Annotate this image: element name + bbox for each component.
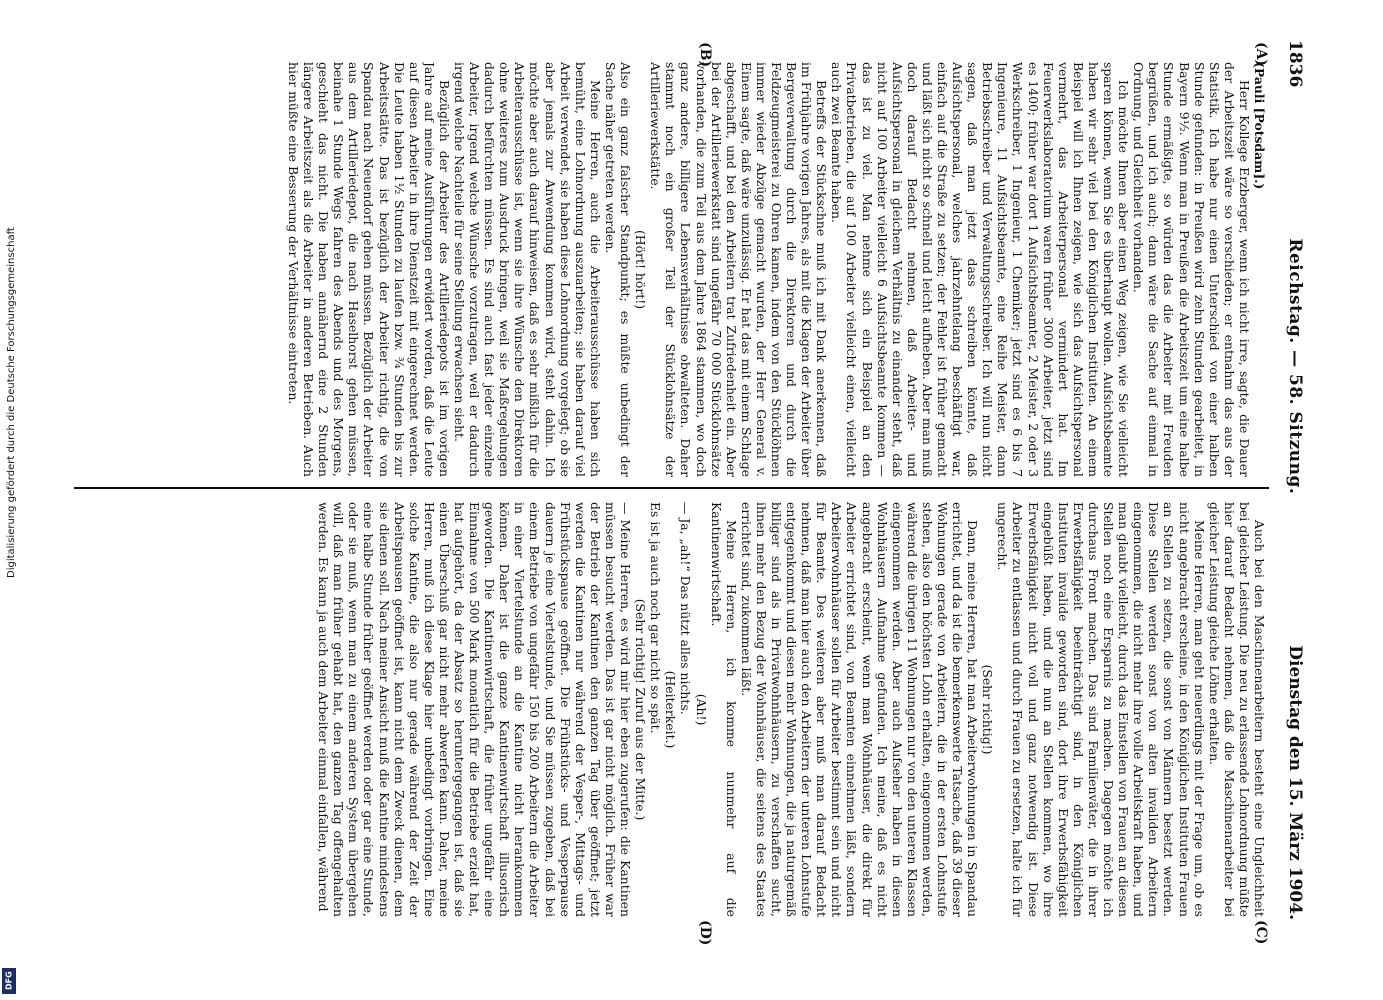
paragraph: — Meine Herren, es wird mir hier eben zugerufen: die Kantinen müssen besucht werden. Das ist gar nicht möglich. Früher war der Betrieb der Kantinen den ganzen Tag über geöffnet; jetzt werden die Kantinen nur während der Vesper-, Mittags- und Frühstückspause geöffnet. Die Frühstücks- und Vesperpause dauern je eine Viertelstunde, und Sie müssen zugeben, daß bei einem Betriebe von ungefähr 150 bis 200 Arbeitern die Arbeiter in einer Viertelstunde an die Kantine nicht herankommen können. Daher ist die ganze Kantinenwirtschaft illusorisch geworden. Die Kantinenwirtschaft, die früher ungefähr eine Einnahme von 500 Mark monatlich für die Betriebe erzielt hat, hat aufgehört, da der Absatz so heruntergegangen ist, daß sie einen Überschuß gar nicht mehr abwerfen kann. Daher, meine Herren, muß ich diese Klage hier unbedingt vorbringen. Eine solche Kantine, die also nur gerade während der Zeit der Arbeitspausen geöffnet ist, kann nicht dem Zweck dienen, dem sie dienen soll. Nach meiner Ansicht muß die Kantine mindestens eine halbe Stunde früher geöffnet werden oder gar eine Stunde, oder sie muß, wenn man zu einem anderen System übergehen will, daß man früher gehabt hat, den ganzen Tag offengehalten werden. Es kann ja auch dem Arbeiter einmal einfallen, während [316,502,634,917]
paragraph: Meine Herren, ich komme nunmehr auf die Kantinenwirtschaft. [708,502,739,917]
paragraph: Betreffs der Stückschne muß ich mit Dank anerkennen, daß im Frühjahre vorigen Jahres, als mit die Klagen der Arbeiter über Bergeverwaltung durch die Direktoren und durch die Feldzeugmeisterei zu Ohren kamen, indem von den Stücklöhnen immer wieder Abzüge gemacht wurden, der Herr General v. Einem sagte, daß wäre unzulässig. Er hat das mit einem Schlage abgeschafft, und bei den Arbeitern trat Zufriedenheit ein. Aber bei der Artilleriewerkstatt sind ungefähr 70 000 Stücklohnsätze vorhanden, die zum Teil aus dem Jahre 1864 stammen, wo doch ganz andere, billigere Lebensverhältnisse obwalteten. Daher stammt noch ein großer Teil der Stücklohnsätze der Artilleriewerkstätte. [648,62,830,477]
interjection: (Sehr richtig! Zuruf aus der Mitte.) [633,598,649,821]
paragraph: Ich möchte Ihnen aber einen Weg zeigen, wie Sie vielleicht sparen können, wenn Sie es überhaupt wollen. Aufsichtsbeamte haben wir sehr viel bei den Königlichen Instituten. An einem Beispiel will ich Ihnen zeigen, wie sich das Aufsichtspersonal vermehrt, das Arbeiterpersonal vermindert hat. Im Feuerwerkslaboratorium waren früher 3000 Arbeiter, jetzt sind es 1400; früher war dort 1 Aufsichtsbeamter, 2 Meister, 2 oder 3 Werkschreiber, 1 Ingenieur, 1 Chemiker; jetzt sind es 6 bis 7 Ingenieure, 11 Aufsichtsbeamte, eine Reihe Meister, dann Betriebsschreiber und Verwaltungsschreiber. Ich will nun nicht sagen, daß man jetzt dass schreiben könnte, daß Aufsichtspersonal, welches jahrzehntelang beschäftigt war, einfach auf die Straße zu setzen; der Fehler ist früher gemacht und läßt sich nicht so schnell und leicht aufheben. Aber man muß doch darauf Bedacht nehmen, daß Arbeiter- und Aufsichtspersonal in gleichem Verhältnis zu einander steht, daß nicht auf 100 Arbeiter vielleicht 6 Aufsichtsbeamte kommen — das ist zu viel. Man nehme sich ein Beispiel an den Privatbetrieben, die auf 100 Arbeiter vielleicht einen, vielleicht auch zwei Beamte haben. [829,62,1132,477]
paragraph: Herr Kollege Erzberger, wenn ich nicht irre, sagte, die Dauer der Arbeitszeit wäre so verschieden; er entnahm das aus der Statistik. Ich habe nur einen Unterschied von einer halben Stunde gefunden: in Preußen wird zehn Stunden gearbeitet, in Bayern 9½. Wenn man in Preußen die Arbeitszeit um eine halbe Stunde ermäßigte, so würden das die Arbeiter mit Freuden begrüßen, und ich auch; dann wäre die Sache auf einmal in Ordnung, und Gleichheit vorhanden. [1131,62,1252,477]
paragraph: Also ein ganz falscher Standpunkt; es müßte unbedingt der Sache näher getreten werden. [602,62,634,477]
paragraph: Bezüglich der Arbeiter des Artilleriedepots ist im vorigen Jahre auf meine Ausführungen erwidert worden, daß die Leute auf diesen Arbeiter in ihre Dienstzeit mit eingerechnet werden. Die Leute haben 1½ Stunden zu laufen bzw. ¾ Stunden bis zur Arbeitsstätte. Das ist bezüglich der Arbeiter richtig, die von Spandau nach Neuendorf gehen müssen. Bezüglich der Arbeiter aus dem Artilleriedepot, die nach Haselhorst gehen müssen, beinahe 1 Stunde Wegs fahren des Abends und des Morgens, geschieht das nicht. Die haben annähernd eine 2 Stunden längere Arbeitszeit als die Arbeiter in anderen Betrieben. Auch hier müßte eine Besserung der Verhältnisse eintreten. [286,62,452,477]
digitization-note: Digitalisierung gefördert durch die Deutsche Forschungsgemeinschaft [6,227,17,578]
margin-marker-b: (B) [697,42,713,68]
dfg-logo-text: DFG [4,971,14,991]
margin-marker-d: (D) [697,920,713,946]
paragraph: Meine Herren, man geht neuerdings mit der Frage um, ob es nicht angebracht erscheine, in den Königlichen Instituten Frauen an Stellen zu setzen, die sonst von Männern besetzt werden. Diese Stellen werden sonst von alten invaliden Arbeitern eingenommen, die nicht mehr ihre volle Arbeitskraft haben, und man glaubt vielleicht, durch das Einstellen von Frauen an diesen Stellen noch eine Ersparnis zu machen. Dagegen möchte ich durchaus Front machen. Das sind Familienväter, die in ihrer Erwerbsfähigkeit beeinträchtigt sind, in den Königlichen Instituten invalide geworden sind, dort ihre Erwerbsfähigkeit eingebüßt haben, und die nun an Stellen kommen, wo ihre Erwerbsfähigkeit nicht voll und ganz notwendig ist. Diese Arbeiter zu entlassen und durch Frauen zu ersetzen, halte ich für ungerecht. [995,502,1207,917]
paragraph: — Ja, „ah!“ Das nützt alles nichts. [678,502,694,715]
right-column [77,502,1267,917]
left-column [77,62,1267,477]
page-number: 1836 [1285,40,1305,88]
paragraph: Auch bei den Maschinenarbeitern besteht eine Ungleichheit bei gleicher Leistung. Die neu zu erlassende Lohnordnung müßte hier darauf Bedacht nehmen, daß die Maschinenarbeiter bei gleicher Leistung gleiche Löhne erhalten. [1206,502,1267,917]
margin-marker-c: (C) [1253,920,1269,945]
interjection: (Hört! hört!) [633,229,649,310]
page-title: Reichstag. — 58. Sitzung. [1285,238,1305,495]
margin-marker-a: (A) [1253,42,1269,67]
paragraph: Dann, meine Herren, hat man Arbeiterwohnungen in Spandau errichtet, und da ist die bemerkenswerte Tatsache, daß 39 dieser Wohnungen gerade von Arbeitern, die in der ersten Lohnstufe stehen, also den höchsten Lohn erhalten, eingenommen werden, während die übrigen 11 Wohnungen nur von den unteren Klassen eingenommen werden. Aber auch Aufseher haben in diesen Wohnhäusern Aufnahme gefunden. Ich meine, daß es nicht angebracht erscheint, wenn man Wohnhäuser, die direkt für Arbeiter errichtet sind, von Beamten einnehmen läßt, sondern Arbeiterwohnhäuser sollen für Arbeiter bestimmt sein und nicht für Beamte. Des weiteren aber muß man darauf Bedacht nehmen, daß man hier auch den Arbeitern der unteren Lohnstufe entgegenkommt und diesen mehr Wohnungen, die ja naturgemäß billiger sind als in Privatwohnhäusern, zu verschaffen sucht, ihnen mehr den Bezug der Wohnhäuser, die seitens des Staates errichtet sind, zukommen läßt. [738,502,981,917]
interjection: (Sehr richtig!) [980,664,996,755]
column-divider [74,487,1269,489]
paragraph: Es ist ja auch noch gar nicht so spät. [648,502,664,734]
interjection: (Ah!) [693,693,709,726]
speaker-label: (Pauli [Potsdam].) [1252,62,1267,190]
dfg-logo [2,968,16,994]
paragraph: Meine Herren, auch die Arbeiterausschüsse haben sich bemüht, eine Lohnordnung auszuarbeiten; sie haben darauf viel Arbeit verwendet, sie haben diese Lohnordnung vorgelegt; ob sie aber jemals zur Anwendung kommen wird, steht dahin. Ich möchte aber auch darauf hinweisen, daß es sehr mißlich für die Arbeiterausschüsse ist, wenn sie ihre Wünsche den Direktoren ohne weiteres zum Ausdruck bringen, weil sie Maßregelungen dadurch befürchten müssen. Es sind auch fast jeder einzelne Arbeiter, irgend welche Wünsche vorzutragen, weil er dadurch irgend welche Nachteile für seine Stellung erwachsen sieht. [452,62,603,477]
document-page [75,40,1305,946]
page-date: Dienstag den 15. März 1904. [1285,645,1305,920]
interjection: (Heiterkeit.) [663,670,679,749]
page-header [1271,40,1305,920]
